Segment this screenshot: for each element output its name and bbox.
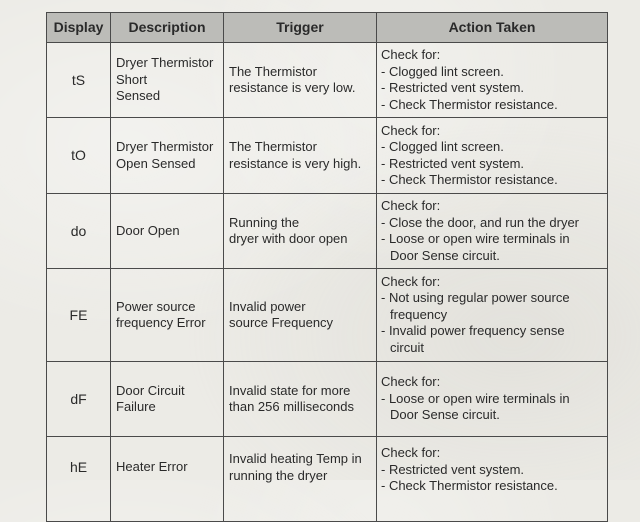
table-row xyxy=(47,362,608,437)
action-line: - Restricted vent system. xyxy=(381,155,525,171)
action-line: - Check Thermistor resistance. xyxy=(381,478,558,493)
action-line: - Loose or open wire terminals in xyxy=(381,231,570,246)
action-line: Door Sense circuit. xyxy=(390,247,500,263)
description-line: Dryer Thermistor xyxy=(116,139,214,154)
action-line: - Check Thermistor resistance. xyxy=(381,172,558,187)
trigger-cell xyxy=(224,269,377,362)
trigger-line: than 256 milliseconds xyxy=(229,399,355,414)
action-cell xyxy=(377,269,608,362)
error-code-table xyxy=(46,12,608,522)
description-cell xyxy=(111,437,224,522)
trigger-line: resistance is very low. xyxy=(229,80,356,95)
description-cell xyxy=(111,43,224,118)
action-line: Check for: xyxy=(381,122,441,138)
action-cell xyxy=(377,118,608,194)
table-row xyxy=(47,118,608,194)
error-code: tO xyxy=(47,118,111,194)
action-line: Check for: xyxy=(381,445,441,460)
trigger-line: dryer with door open xyxy=(229,231,348,246)
trigger-cell xyxy=(224,118,377,194)
error-code: FE xyxy=(47,269,111,362)
description-cell xyxy=(111,118,224,194)
error-code: do xyxy=(47,194,111,269)
action-line: circuit xyxy=(390,339,424,355)
action-cell xyxy=(377,362,608,437)
trigger-line: The Thermistor xyxy=(229,63,317,79)
table-row xyxy=(47,194,608,269)
action-line: - Close the door, and run the dryer xyxy=(381,214,580,230)
action-line: Check for: xyxy=(381,47,441,62)
header-trigger: Trigger xyxy=(224,13,377,43)
description-line: Dryer Thermistor xyxy=(116,55,214,71)
description-line: Door Circuit xyxy=(116,382,185,398)
action-cell xyxy=(377,194,608,269)
description-line: Heater Error xyxy=(116,459,188,474)
action-line: - Loose or open wire terminals in xyxy=(381,390,570,406)
trigger-line: Invalid power xyxy=(229,298,306,314)
trigger-line: The Thermistor xyxy=(229,139,317,154)
error-code-sheet xyxy=(46,12,607,522)
description-line: Open Sensed xyxy=(116,155,196,171)
header-action: Action Taken xyxy=(377,13,608,43)
description-cell xyxy=(111,194,224,269)
trigger-line: resistance is very high. xyxy=(229,155,362,171)
header-display: Display xyxy=(47,13,111,43)
table-row xyxy=(47,269,608,362)
action-line: Check for: xyxy=(381,198,441,213)
description-cell xyxy=(111,362,224,437)
action-line: - Invalid power frequency sense xyxy=(381,323,565,339)
action-line: - Not using regular power source xyxy=(381,290,570,306)
table-row xyxy=(47,43,608,118)
trigger-cell xyxy=(224,43,377,118)
error-code: dF xyxy=(47,362,111,437)
action-line: - Clogged lint screen. xyxy=(381,139,504,154)
trigger-line: Invalid state for more xyxy=(229,382,351,398)
action-line: Check for: xyxy=(381,273,441,289)
description-line: Short xyxy=(116,71,148,87)
header-row xyxy=(47,13,608,43)
error-code: tS xyxy=(47,43,111,118)
action-line: Check for: xyxy=(381,374,441,390)
action-line: - Restricted vent system. xyxy=(381,461,525,477)
description-line: Door Open xyxy=(116,222,180,238)
action-line: Door Sense circuit. xyxy=(390,407,500,423)
description-line: frequency Error xyxy=(116,315,206,330)
action-cell xyxy=(377,437,608,522)
trigger-cell xyxy=(224,362,377,437)
action-cell xyxy=(377,43,608,118)
error-code: hE xyxy=(47,437,111,522)
trigger-line: Running the xyxy=(229,214,300,230)
trigger-line: source Frequency xyxy=(229,315,334,330)
trigger-line: Invalid heating Temp in xyxy=(229,451,362,466)
description-cell xyxy=(111,269,224,362)
header-description: Description xyxy=(111,13,224,43)
table-row xyxy=(47,437,608,522)
action-line: - Check Thermistor resistance. xyxy=(381,96,558,112)
description-line: Power source xyxy=(116,298,196,314)
description-line: Sensed xyxy=(116,88,161,104)
trigger-cell xyxy=(224,437,377,522)
description-line: Failure xyxy=(116,399,156,414)
action-line: frequency xyxy=(390,306,448,322)
trigger-line: running the dryer xyxy=(229,467,328,483)
action-line: - Clogged lint screen. xyxy=(381,63,504,79)
action-line: - Restricted vent system. xyxy=(381,80,525,95)
trigger-cell xyxy=(224,194,377,269)
